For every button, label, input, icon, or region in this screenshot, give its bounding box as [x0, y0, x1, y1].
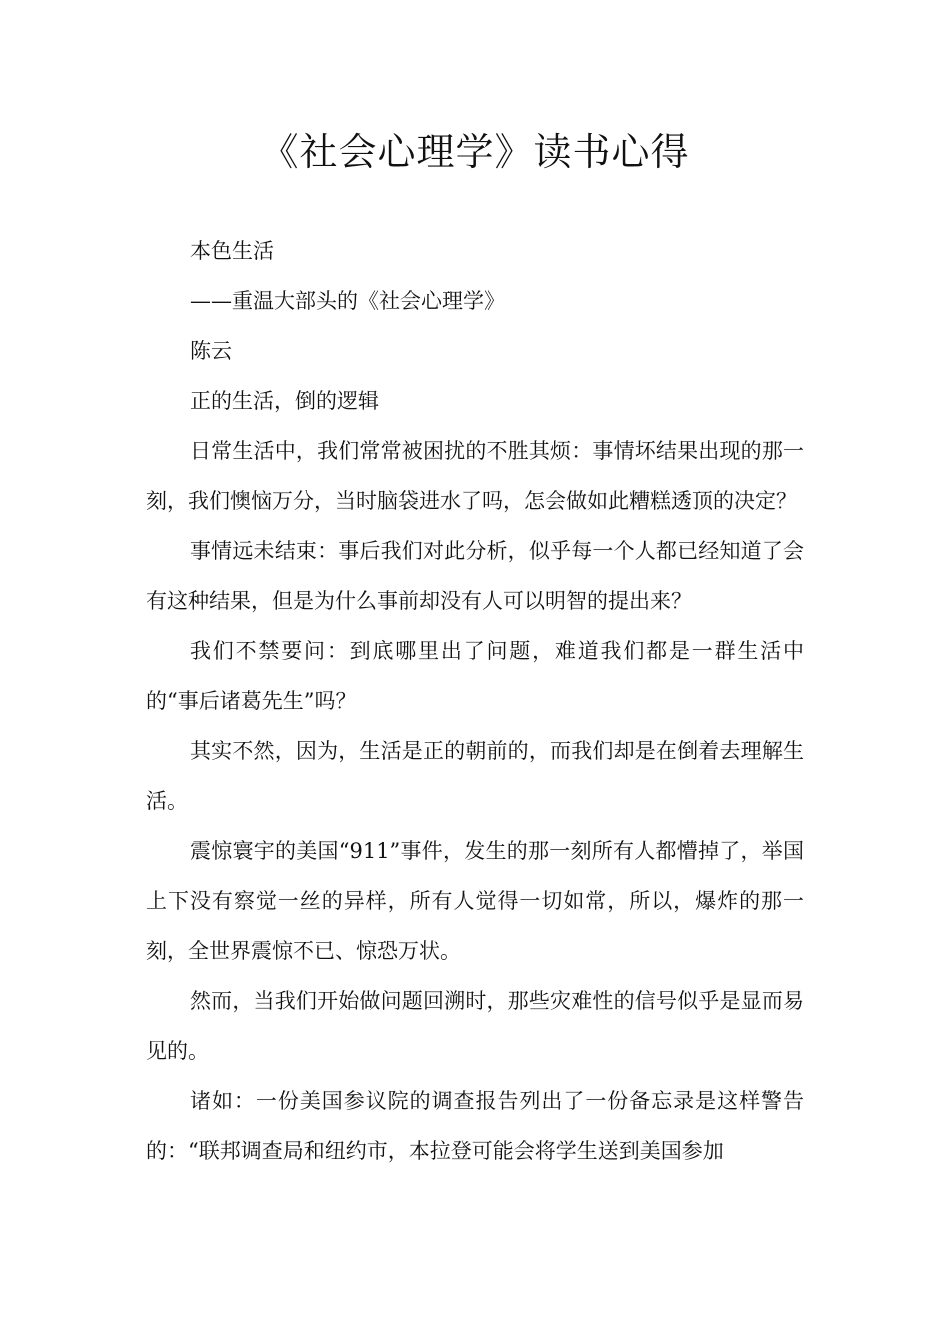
document-body: [146, 226, 804, 1176]
paragraph: 事情远未结束：事后我们对此分析，似乎每一个人都已经知道了会有这种结果，但是为什么事前却没有人可以明智的提出来？: [146, 539, 804, 613]
paragraph: 诸如：一份美国参议院的调查报告列出了一份备忘录是这样警告的：“联邦调查局和纽约市，本拉登可能会将学生送到美国参加: [146, 1089, 804, 1163]
paragraph: 我们不禁要问：到底哪里出了问题，难道我们都是一群生活中的“事后诸葛先生”吗？: [146, 639, 804, 713]
paragraph: 其实不然，因为，生活是正的朝前的，而我们却是在倒着去理解生活。: [146, 739, 804, 813]
section-heading: 正的生活，倒的逻辑: [190, 389, 379, 413]
paragraph: 震惊寰宇的美国“911”事件，发生的那一刻所有人都懵掉了，举国上下没有察觉一丝的异样，所有人觉得一切如常，所以，爆炸的那一刻，全世界震惊不已、惊恐万状。: [146, 839, 804, 963]
paragraph: 日常生活中，我们常常被困扰的不胜其烦：事情坏结果出现的那一刻，我们懊恼万分，当时脑袋进水了吗，怎会做如此糟糕透顶的决定？: [146, 439, 804, 513]
document-title: 《社会心理学》读书心得: [260, 130, 690, 174]
subtitle-line: 本色生活: [190, 239, 274, 263]
paragraph: 然而，当我们开始做问题回溯时，那些灾难性的信号似乎是显而易见的。: [146, 989, 804, 1063]
author-line: 陈云: [190, 339, 232, 363]
subtitle-line: ——重温大部头的《社会心理学》: [190, 289, 505, 313]
